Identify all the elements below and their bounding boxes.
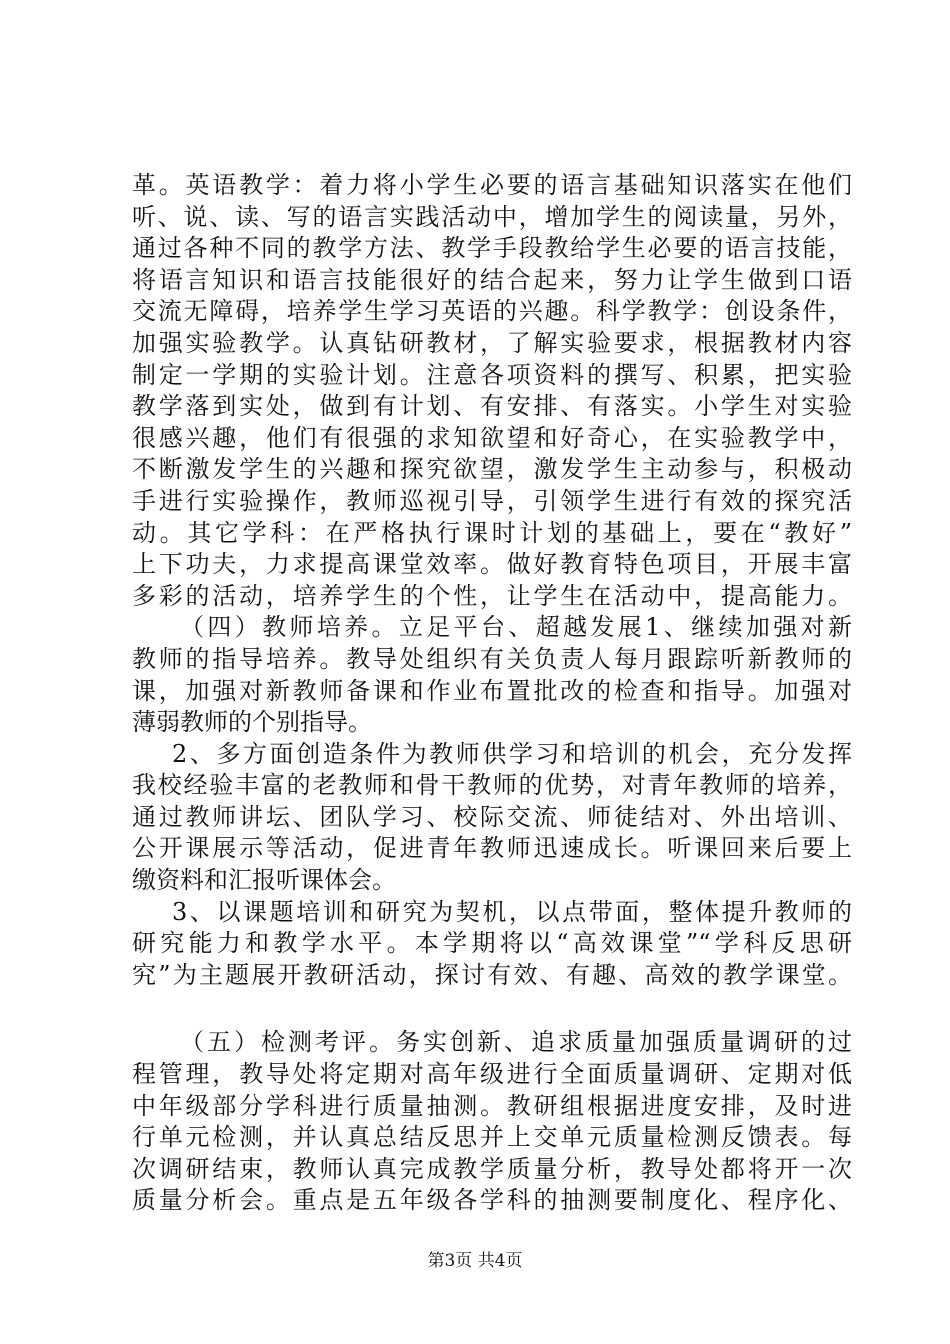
text-line: 革。英语教学：着力将小学生必要的语言基础知识落实在他们 bbox=[132, 171, 852, 199]
text-line: 听、说、读、写的语言实践活动中，增加学生的阅读量，另外， bbox=[132, 202, 852, 231]
text-line: 手进行实验操作，教师巡视引导，引领学生进行有效的探究活 bbox=[132, 486, 852, 515]
page-footer: 第3页 共4页 bbox=[427, 1251, 523, 1271]
text-line: 课，加强对新教师备课和作业布置批改的检查和指导。加强对 bbox=[132, 676, 852, 705]
text-line: 薄弱教师的个别指导。 bbox=[132, 708, 372, 737]
text-line: 将语言知识和语言技能很好的结合起来，努力让学生做到口语 bbox=[132, 265, 852, 294]
text-line: 制定一学期的实验计划。注意各项资料的撰写、积累，把实验 bbox=[132, 360, 852, 389]
paragraph bbox=[132, 739, 852, 897]
text-line: 通过教师讲坛、团队学习、校际交流、师徒结对、外出培训、 bbox=[132, 802, 852, 831]
text-line: 3、以课题培训和研究为契机，以点带面，整体提升教师的 bbox=[172, 897, 852, 926]
paragraph bbox=[132, 897, 852, 992]
text-line: 中年级部分学科进行质量抽测。教研组根据进度安排，及时进 bbox=[132, 1091, 852, 1120]
text-line: 上下功夫，力求提高课堂效率。做好教育特色项目，开展丰富 bbox=[132, 550, 852, 579]
text-line: 究”为主题展开教研活动，探讨有效、有趣、高效的教学课堂。 bbox=[132, 960, 852, 989]
text-line: 加强实验教学。认真钻研教材，了解实验要求，根据教材内容 bbox=[132, 328, 852, 357]
text-line: 交流无障碍，培养学生学习英语的兴趣。科学教学：创设条件， bbox=[132, 297, 852, 326]
text-line: 质量分析会。重点是五年级各学科的抽测要制度化、程序化、 bbox=[132, 1186, 852, 1215]
text-line: 行单元检测，并认真总结反思并上交单元质量检测反馈表。每 bbox=[132, 1123, 852, 1152]
text-line: 教师的指导培养。教导处组织有关负责人每月跟踪听新教师的 bbox=[132, 644, 852, 673]
text-line: 我校经验丰富的老教师和骨干教师的优势，对青年教师的培养， bbox=[132, 771, 852, 800]
text-line: （五）检测考评。务实创新、追求质量加强质量调研的过 bbox=[180, 1028, 852, 1057]
text-line: 多彩的活动，培养学生的个性，让学生在活动中，提高能力。 bbox=[132, 581, 852, 610]
text-line: 次调研结束，教师认真完成教学质量分析，教导处都将开一次 bbox=[132, 1154, 852, 1183]
text-line: 教学落到实处，做到有计划、有安排、有落实。小学生对实验 bbox=[132, 392, 852, 421]
text-line: 2、多方面创造条件为教师供学习和培训的机会，充分发挥 bbox=[172, 739, 852, 768]
paragraph bbox=[132, 170, 852, 612]
paragraph-gap bbox=[132, 991, 852, 1027]
text-line: 动。其它学科：在严格执行课时计划的基础上，要在“教好” bbox=[132, 518, 852, 547]
text-line: 程管理，教导处将定期对高年级进行全面质量调研、定期对低 bbox=[132, 1060, 852, 1089]
text-line: 研究能力和教学水平。本学期将以“高效课堂”“学科反思研 bbox=[132, 929, 852, 958]
text-line: 通过各种不同的教学方法、教学手段教给学生必要的语言技能， bbox=[132, 234, 852, 263]
text-line: 公开课展示等活动，促进青年教师迅速成长。听课回来后要上 bbox=[132, 834, 852, 863]
text-line: 不断激发学生的兴趣和探究欲望，激发学生主动参与，积极动 bbox=[132, 455, 852, 484]
text-line: 很感兴趣，他们有很强的求知欲望和好奇心，在实验教学中， bbox=[132, 423, 852, 452]
document-body bbox=[132, 170, 852, 1217]
text-line: 缴资料和汇报听课体会。 bbox=[132, 866, 396, 895]
paragraph bbox=[132, 1027, 852, 1217]
text-line: （四）教师培养。立足平台、超越发展1、继续加强对新 bbox=[180, 613, 852, 642]
paragraph bbox=[132, 612, 852, 738]
